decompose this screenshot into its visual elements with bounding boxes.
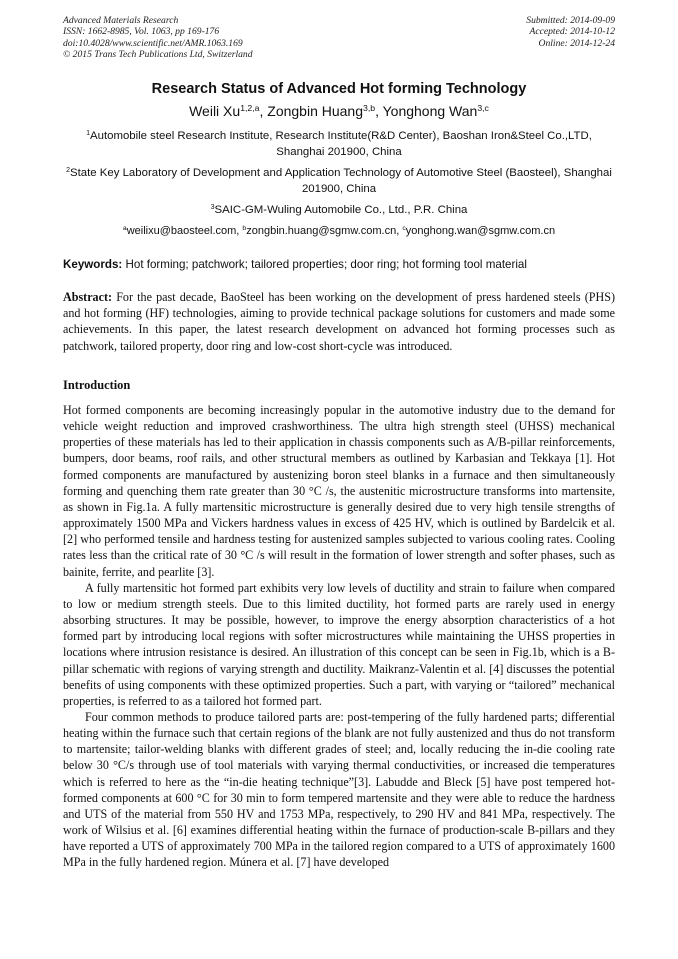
email-separator: , — [236, 225, 243, 237]
journal-issn: ISSN: 1662-8985, Vol. 1063, pp 169-176 — [63, 26, 220, 38]
email-address[interactable]: weilixu@baosteel.com — [126, 225, 237, 237]
journal-copyright: © 2015 Trans Tech Publications Ltd, Switzerland — [63, 49, 253, 61]
keywords-text: Hot forming; patchwork; tailored properties; door ring; hot forming tool material — [122, 258, 527, 271]
journal-header-right — [526, 15, 615, 49]
author-superscript: 3,b — [363, 102, 376, 113]
email-list — [63, 225, 615, 237]
keywords — [63, 258, 615, 271]
section-heading-introduction: Introduction — [63, 378, 131, 392]
author-superscript: 3,c — [477, 102, 489, 113]
online-date: Online: 2014-12-24 — [538, 37, 615, 49]
author-superscript: 1,2,a — [240, 102, 260, 113]
body-text — [63, 402, 615, 871]
paragraph: A fully martensitic hot formed part exhibits very low levels of ductility and strain to failure when compared to low or medium strength steels. Due to this limited ductility, hot formed parts are rarely used in energy absorbing structures. It may be possible, however, to improve the energy absorption characteristics of a hot formed part by introducing local regions with softer microstructures while maintaining the UHSS properties in locations where intrusion resistance is desired. An illustration of this concept can be seen in Fig.1b, which is a B-pillar schematic with regions of varying strength and ductility. Maikranz-Valentin et al. [4] discusses the potential benefits of using components with these optimized properties. Such a part, with varying or “tailored” mechanical properties, is referred to as a tailored hot formed part. — [63, 580, 615, 708]
email-superscript: b — [242, 224, 247, 232]
email-address[interactable]: yonghong.wan@sgmw.com.cn — [405, 225, 556, 237]
abstract-text: For the past decade, BaoSteel has been working on the development of press hardened steels (PHS) and hot forming (HF) technologies, aiming to provide technical package solutions for customers and made some achievements. In this paper, the latest research development on advanced hot forming processes such as patchwork, tailored property, door ring and low-cost short-cycle was introduced. — [63, 290, 615, 353]
author-list — [0, 103, 678, 119]
affiliation-text: State Key Laboratory of Development and Application Technology of Automotive Steel (Baosteel), Shanghai 201900, China — [70, 167, 612, 195]
author-separator: , — [375, 103, 383, 119]
affiliation-1 — [63, 128, 615, 160]
author-name: Yonghong Wan — [382, 103, 478, 119]
author-name: Zongbin Huang — [267, 103, 364, 119]
affiliation-text: Automobile steel Research Institute, Research Institute(R&D Center), Baoshan Iron&Steel Co.,LTD, Shanghai 201900, China — [90, 130, 592, 158]
email-separator: , — [396, 225, 403, 237]
affiliation-superscript: 3 — [210, 203, 215, 211]
email-superscript: a — [122, 224, 127, 232]
author-separator: , — [259, 103, 268, 119]
accepted-date: Accepted: 2014-10-12 — [529, 26, 615, 38]
abstract — [63, 289, 615, 354]
journal-doi: doi:10.4028/www.scientific.net/AMR.1063.169 — [63, 37, 243, 49]
paragraph: Four common methods to produce tailored parts are: post-tempering of the fully hardened parts; differential heating within the furnace such that certain regions of the blank are not fully austenized and thus do not transform to martensite; tailor-welding blanks with different grades of steel; and, locally reducing the in-die cooling rate below 30 °C/s through use of tool materials with varying thermal conductivities, or increased die temperatures which is referred to here as the “in-die heating technique”[3]. Labudde and Bleck [5] have post tempered hot-formed components at 600 °C for 30 min to form tempered martensite and they were able to reduce the hardness and UTS of the material from 550 HV and 1753 MPa, respectively, to 290 HV and 841 MPa, respectively. The work of Wilsius et al. [6] examines differential heating within the furnace of production-scale B-pillars and they have reported a UTS of approximately 700 MPa in the tailored region compared to a UTS of approximately 1600 MPa in the fully hardened region. Múnera et al. [7] have developed — [63, 709, 615, 870]
journal-header-left — [63, 15, 253, 61]
keywords-label: Keywords: — [63, 258, 123, 271]
paragraph: Hot formed components are becoming increasingly popular in the automotive industry due to the demand for vehicle weight reduction and improved crashworthiness. The ultra high strength steel (UHSS) mechanical properties of these materials has led to their application in chassis components such as A/B-pillar reinforcements, bumpers, door beams, roof rails, and other structural members as outlined by Karbasian and Tekkaya [1]. Hot formed components are manufactured by austenizing boron steel blanks in a furnace and then simultaneously forming and quenching them rate greater than 30 °C /s, the austenitic microstructure transforms into martensite, as shown in Fig.1a. A fully martensitic microstructure is generally desired due to very high tensile strengths of approximately 1500 MPa and Vickers hardness values in excess of 425 HV, which is outlined by Bardelcik et al. [2] who performed tensile and hardness testing for austenized samples subjected to various cooling rates. Cooling rates less than the critical rate of 30 °C /s will result in the formation of lower strength and softer phases, such as bainite, ferrite, and pearlite [3]. — [63, 403, 615, 579]
submitted-date: Submitted: 2014-09-09 — [526, 15, 615, 26]
author-name: Weili Xu — [189, 103, 241, 119]
paper-title: Research Status of Advanced Hot forming Technology — [151, 81, 527, 97]
journal-name: Advanced Materials Research — [63, 15, 179, 26]
affiliation-3 — [63, 202, 615, 218]
affiliation-text: SAIC-GM-Wuling Automobile Co., Ltd., P.R. China — [214, 204, 468, 216]
abstract-label: Abstract: — [63, 290, 113, 304]
affiliation-superscript: 1 — [86, 129, 91, 137]
email-address[interactable]: zongbin.huang@sgmw.com.cn — [246, 225, 397, 237]
email-superscript: c — [402, 224, 406, 232]
affiliation-2 — [63, 165, 615, 197]
affiliation-superscript: 2 — [66, 166, 71, 174]
